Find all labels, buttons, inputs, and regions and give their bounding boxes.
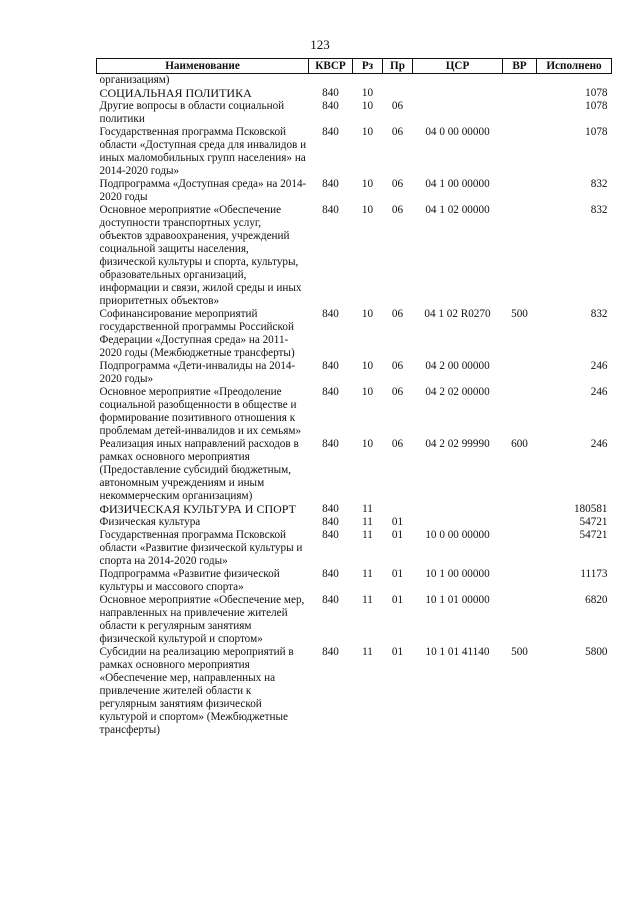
cell-done: 246 — [590, 360, 608, 372]
cell-kvsr: 840 — [322, 594, 339, 606]
cell-name: Государственная программа Псковской области «Развитие физической культуры и спорта на 2014-2020 годы» — [99, 529, 303, 567]
cell-pr: 06 — [391, 386, 404, 398]
cell-pr: 06 — [391, 360, 404, 372]
cell-vr — [503, 360, 537, 386]
cell-csr: 04 2 02 99990 — [425, 438, 490, 450]
cell-done: 180581 — [573, 503, 608, 515]
cell-rz: 10 — [361, 126, 374, 138]
column-header-done: Исполнено — [537, 59, 612, 74]
table-header-row — [97, 59, 612, 74]
cell-kvsr: 840 — [322, 646, 339, 658]
cell-name: СОЦИАЛЬНАЯ ПОЛИТИКА — [99, 86, 252, 100]
cell-rz: 11 — [362, 529, 373, 541]
cell-done: 832 — [590, 204, 608, 216]
cell-rz: 11 — [362, 646, 373, 658]
cell-rz: 11 — [362, 594, 373, 606]
cell-kvsr: 840 — [322, 87, 339, 99]
cell-rz: 10 — [361, 360, 374, 372]
cell-pr: 06 — [391, 308, 404, 320]
table-row — [97, 438, 612, 503]
cell-pr: 06 — [391, 438, 404, 450]
cell-kvsr: 840 — [322, 503, 339, 515]
cell-done: 1078 — [585, 126, 608, 138]
cell-vr — [503, 100, 537, 126]
cell-rz: 10 — [361, 178, 374, 190]
cell-done: 246 — [590, 386, 608, 398]
cell-name: Другие вопросы в области социальной политики — [99, 100, 285, 125]
table-row — [97, 178, 612, 204]
cell-pr: 01 — [391, 568, 404, 580]
cell-done: 54721 — [579, 516, 608, 528]
column-header-name: Наименование — [97, 59, 309, 74]
cell-csr: 04 1 00 00000 — [425, 178, 490, 190]
cell-rz: 11 — [362, 503, 373, 515]
cell-csr: 04 1 02 R0270 — [424, 308, 491, 320]
table-row — [97, 100, 612, 126]
cell-vr — [503, 529, 537, 568]
cell-csr: 04 2 00 00000 — [425, 360, 490, 372]
cell-csr: 04 2 02 00000 — [425, 386, 490, 398]
cell-rz: 11 — [362, 568, 373, 580]
cell-done: 54721 — [579, 529, 608, 541]
cell-pr: 01 — [391, 529, 404, 541]
cell-csr — [413, 74, 503, 88]
cell-csr: 04 1 02 00000 — [425, 204, 490, 216]
cell-done — [537, 74, 612, 88]
cell-rz: 10 — [361, 308, 374, 320]
cell-pr — [383, 74, 413, 88]
cell-name: Софинансирование мероприятий государственной программы Российской Федерации «Доступная среда» на 2011-2020 годы (Межбюджетные трансферты) — [99, 308, 295, 359]
table-body — [97, 74, 612, 738]
cell-pr: 01 — [391, 516, 404, 528]
cell-pr — [383, 87, 413, 100]
cell-kvsr: 840 — [322, 568, 339, 580]
column-header-rz: Рз — [353, 59, 383, 74]
cell-done: 5800 — [585, 646, 608, 658]
cell-name: Реализация иных направлений расходов в рамках основного мероприятия (Предоставление субсидий бюджетным, автономным учреждениям и иным некоммерческим организациям) — [99, 438, 299, 502]
cell-csr: 04 0 00 00000 — [425, 126, 490, 138]
column-header-vr: ВР — [503, 59, 537, 74]
cell-name: Основное мероприятие «Обеспечение мер, направленных на привлечение жителей области к регулярным занятиям физической культурой и спортом» — [99, 594, 305, 645]
cell-pr: 06 — [391, 100, 404, 112]
table-row — [97, 503, 612, 516]
cell-done: 246 — [590, 438, 608, 450]
cell-vr: 500 — [511, 646, 528, 658]
cell-rz: 10 — [361, 438, 374, 450]
table-row — [97, 360, 612, 386]
cell-csr: 10 0 00 00000 — [425, 529, 490, 541]
cell-kvsr: 840 — [322, 438, 339, 450]
column-header-csr: ЦСР — [413, 59, 503, 74]
cell-name: организациям) — [99, 74, 170, 86]
cell-kvsr: 840 — [322, 386, 339, 398]
cell-csr: 10 1 01 41140 — [425, 646, 490, 658]
cell-vr — [503, 516, 537, 529]
cell-vr — [503, 568, 537, 594]
cell-vr — [503, 178, 537, 204]
page-number: 123 — [310, 37, 330, 52]
cell-kvsr: 840 — [322, 529, 339, 541]
cell-pr: 06 — [391, 178, 404, 190]
cell-vr — [503, 87, 537, 100]
cell-rz: 10 — [361, 100, 374, 112]
cell-pr: 06 — [391, 204, 404, 216]
table-row — [97, 516, 612, 529]
cell-kvsr: 840 — [322, 308, 339, 320]
cell-pr — [383, 503, 413, 516]
cell-done: 1078 — [585, 100, 608, 112]
cell-name: Подпрограмма «Дети-инвалиды на 2014-2020 годы» — [99, 360, 296, 385]
table-row — [97, 386, 612, 438]
table-row — [97, 646, 612, 737]
cell-vr — [503, 594, 537, 646]
cell-pr: 01 — [391, 594, 404, 606]
cell-rz: 11 — [362, 516, 373, 528]
cell-vr: 600 — [511, 438, 528, 450]
cell-name: Физическая культура — [99, 516, 201, 528]
cell-name: Подпрограмма «Развитие физической культуры и массового спорта» — [99, 568, 280, 593]
cell-csr: 10 1 00 00000 — [425, 568, 490, 580]
table-row — [97, 568, 612, 594]
cell-csr — [413, 100, 503, 126]
cell-rz: 10 — [361, 204, 374, 216]
cell-csr: 10 1 01 00000 — [425, 594, 490, 606]
cell-name: Основное мероприятие «Преодоление социальной разобщенности в обществе и формирование позитивного отношения к проблемам детей-инвалидов и их семьям» — [99, 386, 302, 437]
cell-kvsr: 840 — [322, 516, 339, 528]
cell-done: 1078 — [585, 87, 608, 99]
cell-vr — [503, 204, 537, 308]
cell-vr — [503, 126, 537, 178]
cell-kvsr: 840 — [322, 204, 339, 216]
table-row — [97, 594, 612, 646]
cell-vr — [503, 74, 537, 88]
cell-pr: 01 — [391, 646, 404, 658]
cell-kvsr: 840 — [322, 360, 339, 372]
cell-done: 11173 — [580, 568, 608, 580]
cell-name: ФИЗИЧЕСКАЯ КУЛЬТУРА И СПОРТ — [99, 502, 296, 516]
table-row — [97, 529, 612, 568]
cell-pr: 06 — [391, 126, 404, 138]
table-row — [97, 74, 612, 88]
cell-rz: 10 — [361, 386, 374, 398]
cell-kvsr: 840 — [322, 178, 339, 190]
cell-done: 832 — [590, 178, 608, 190]
table-row — [97, 87, 612, 100]
cell-rz — [353, 74, 383, 88]
cell-done: 6820 — [585, 594, 608, 606]
cell-kvsr: 840 — [322, 126, 339, 138]
cell-vr — [503, 503, 537, 516]
column-header-pr: Пр — [383, 59, 413, 74]
cell-done: 832 — [590, 308, 608, 320]
cell-csr — [413, 87, 503, 100]
cell-name: Основное мероприятие «Обеспечение доступности транспортных услуг, объектов здравоохранения, учреждений социальной защиты населения, физической культуры и спорта, культуры, образовательных организаций, информации и связи, жилой среды и иных приоритетных объектов» — [99, 204, 302, 307]
cell-name: Подпрограмма «Доступная среда» на 2014-2020 годы — [99, 178, 307, 203]
column-header-kvsr: КВСР — [309, 59, 353, 74]
table-row — [97, 204, 612, 308]
cell-csr — [413, 516, 503, 529]
cell-rz: 10 — [361, 87, 374, 99]
budget-table — [96, 58, 612, 737]
table-row — [97, 308, 612, 360]
cell-name: Государственная программа Псковской области «Доступная среда для инвалидов и иных маломобильных групп населения» на 2014-2020 годы» — [99, 126, 307, 177]
cell-kvsr: 840 — [322, 100, 339, 112]
cell-kvsr — [309, 74, 353, 88]
cell-vr: 500 — [511, 308, 528, 320]
cell-name: Субсидии на реализацию мероприятий в рамках основного мероприятия «Обеспечение мер, направленных на привлечение жителей области к регулярным занятиям физической культурой и спортом» (Межбюджетные трансферты) — [99, 646, 294, 736]
table-row — [97, 126, 612, 178]
cell-csr — [413, 503, 503, 516]
cell-vr — [503, 386, 537, 438]
